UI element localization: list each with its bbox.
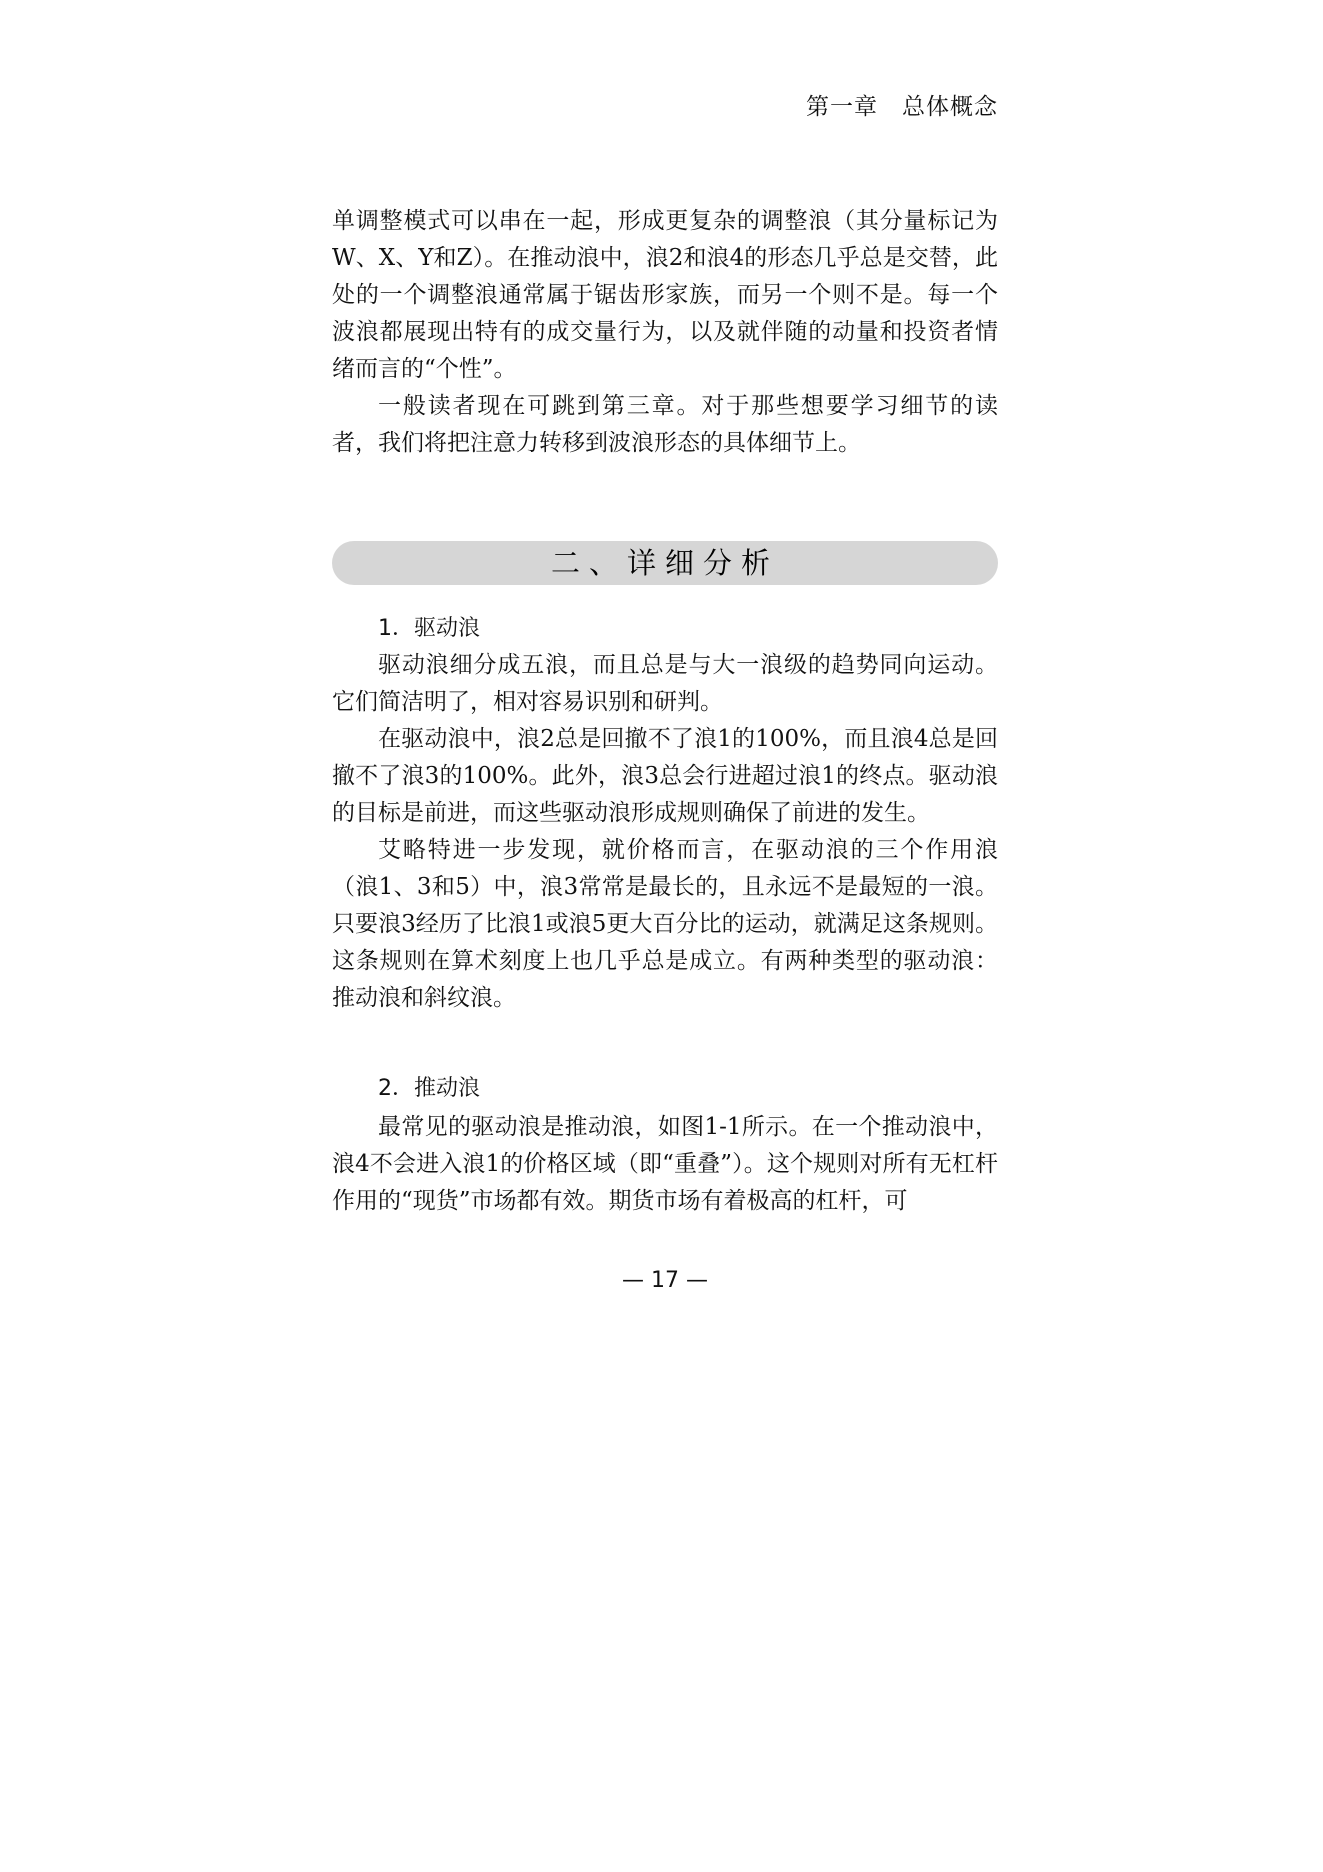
text-run: 驱动浪细分成	[378, 652, 522, 678]
subsection-2-text	[332, 1109, 998, 1220]
subsection-1-text	[332, 647, 998, 1017]
text-run: 浪，而且总是与大一浪级的趋势同向运动。它们简洁明了，相对容易识别和研判。	[332, 652, 999, 715]
text-run: 最常见的驱动浪是	[378, 1114, 565, 1140]
emphasis-term: 推动浪	[564, 1114, 635, 1140]
emphasis-term: 五	[521, 652, 546, 678]
section-title: 二、详细分析	[332, 541, 998, 585]
paragraph	[332, 647, 998, 721]
paragraph	[332, 832, 998, 1017]
text-run: 和	[401, 985, 424, 1011]
paragraph: 单调整模式可以串在一起，形成更复杂的调整浪（其分量标记为W、X、Y和Z）。在推动浪中，浪2和浪4的形态几乎总是交替，此处的一个调整浪通常属于锯齿形家族，而另一个则不是。每一个波浪都展现出特有的成交量行为，以及就伴随的动量和投资者情绪而言的“个性”。	[332, 208, 998, 382]
subsection-heading: 1．驱动浪	[378, 616, 480, 641]
paragraph: 一般读者现在可跳到第三章。对于那些想要学习细节的读者，我们将把注意力转移到波浪形态的具体细节上。	[332, 393, 998, 456]
emphasis-term: 斜纹浪	[424, 985, 493, 1011]
subsection-heading: 2．推动浪	[378, 1076, 480, 1101]
text-run: 艾略特进一步发现，就价格而言，在驱动浪的三个作用浪（浪1、3和5）中，浪3常常是最长的，且永远不是最短的一浪。只要浪3经历了比浪1或浪5更大百分比的运动，就满足这条规则。这条规则在算术刻度上也几乎总是成立。有两种类型的驱动浪：	[332, 837, 998, 974]
emphasis-term: 推动浪	[332, 985, 401, 1011]
intro-text	[332, 203, 998, 462]
running-head: 第一章 总体概念	[806, 94, 998, 120]
paragraph: 在驱动浪中，浪2总是回撤不了浪1的100%，而且浪4总是回撤不了浪3的100%。此外，浪3总会行进超过浪1的终点。驱动浪的目标是前进，而这些驱动浪形成规则确保了前进的发生。	[332, 726, 998, 826]
text-run: ，如图1-1所示。在一个推动浪中，浪4不会进入浪1的价格区域（即“重叠”）。这个规则对所有无杠杆作用的“现货”市场都有效。期货市场有着极高的杠杆，可	[332, 1114, 999, 1214]
text-run: 。	[493, 985, 516, 1011]
page-number: — 17 —	[622, 1268, 708, 1293]
paragraph	[332, 1109, 998, 1220]
